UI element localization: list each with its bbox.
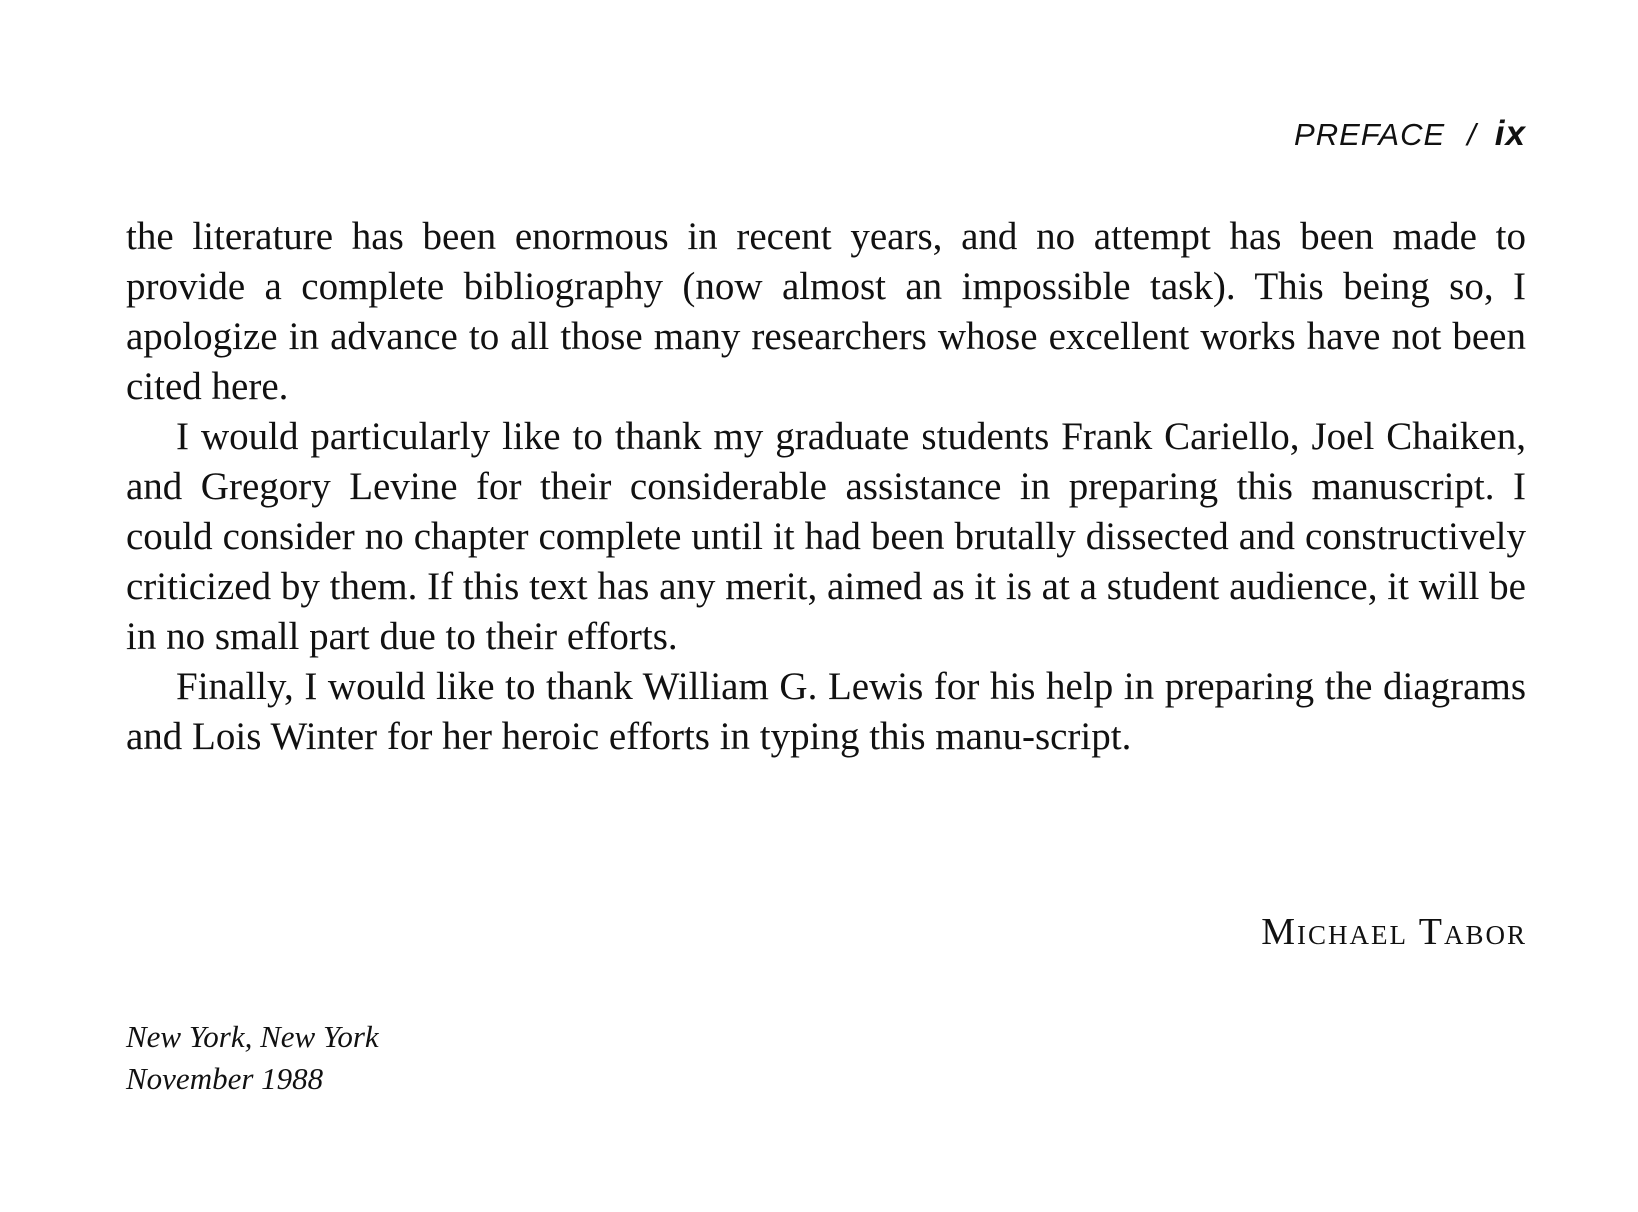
running-head: [1294, 114, 1526, 154]
paragraph-acknowledgment-final: Finally, I would like to thank William G. Lewis for his help in preparing the diagrams and Lois Winter for her heroic efforts in typing this manu-script.: [126, 665, 1526, 758]
place: New York, New York: [126, 1019, 379, 1054]
paragraph-continuation: the literature has been enormous in recent years, and no attempt has been made to provide a complete bibliography (now almost an impossible task). This being so, I apologize in advance to all those many researchers whose excellent works have not been cited here.: [126, 215, 1526, 408]
preface-body: [126, 212, 1526, 762]
header-separator: /: [1467, 117, 1477, 152]
date: November 1988: [126, 1061, 324, 1096]
paragraph-acknowledgment-students: I would particularly like to thank my graduate students Frank Cariello, Joel Chaiken, and Gregory Levine for their considerable assistance in preparing this manuscript. I could consider no chapter complete until it had been brutally dissected and constructively criticized by them. If this text has any merit, aimed as it is at a student audience, it will be in no small part due to their efforts.: [126, 415, 1526, 658]
place-date-block: [126, 1016, 379, 1100]
page-number: ix: [1494, 114, 1526, 153]
section-title: PREFACE: [1294, 117, 1446, 152]
author-signature: Michael Tabor: [1261, 911, 1527, 953]
